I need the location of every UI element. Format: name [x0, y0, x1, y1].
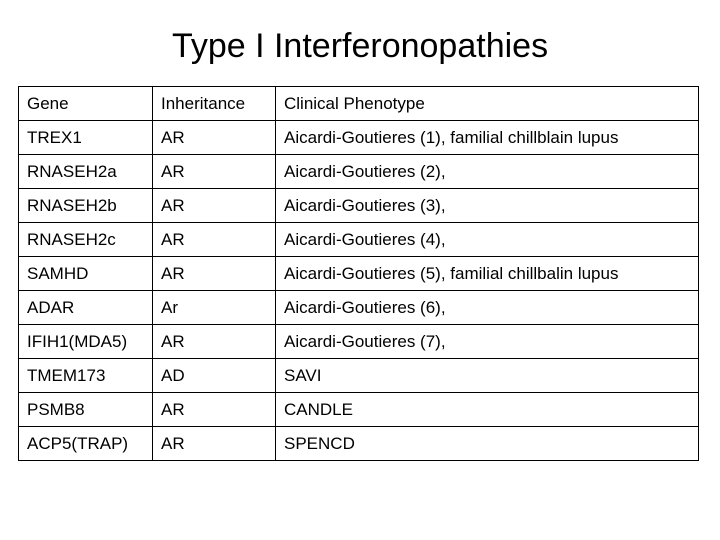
inheritance-cell: AR — [153, 393, 276, 427]
table-row — [19, 291, 699, 325]
header-gene: Gene — [19, 87, 153, 121]
phenotype-cell: SPENCD — [276, 427, 699, 461]
gene-cell: PSMB8 — [19, 393, 153, 427]
gene-cell: ACP5(TRAP) — [19, 427, 153, 461]
table-row — [19, 257, 699, 291]
inheritance-cell: AR — [153, 121, 276, 155]
table-row — [19, 189, 699, 223]
phenotype-cell: SAVI — [276, 359, 699, 393]
inheritance-cell: AR — [153, 325, 276, 359]
slide-title: Type I Interferonopathies — [171, 27, 549, 65]
gene-cell: TREX1 — [19, 121, 153, 155]
gene-cell: RNASEH2b — [19, 189, 153, 223]
inheritance-cell: AR — [153, 223, 276, 257]
header-inheritance: Inheritance — [153, 87, 276, 121]
inheritance-cell: AR — [153, 427, 276, 461]
inheritance-cell: AR — [153, 155, 276, 189]
phenotype-cell: Aicardi-Goutieres (1), familial chillblain lupus — [276, 121, 699, 155]
inheritance-cell: AR — [153, 189, 276, 223]
gene-cell: IFIH1(MDA5) — [19, 325, 153, 359]
phenotype-cell: Aicardi-Goutieres (5), familial chillbalin lupus — [276, 257, 699, 291]
phenotype-cell: Aicardi-Goutieres (7), — [276, 325, 699, 359]
phenotype-cell: Aicardi-Goutieres (6), — [276, 291, 699, 325]
phenotype-cell: Aicardi-Goutieres (3), — [276, 189, 699, 223]
gene-cell: ADAR — [19, 291, 153, 325]
table-row — [19, 121, 699, 155]
table-row — [19, 427, 699, 461]
gene-cell: RNASEH2c — [19, 223, 153, 257]
phenotype-cell: CANDLE — [276, 393, 699, 427]
table-row — [19, 393, 699, 427]
gene-cell: SAMHD — [19, 257, 153, 291]
phenotype-cell: Aicardi-Goutieres (4), — [276, 223, 699, 257]
gene-cell: TMEM173 — [19, 359, 153, 393]
phenotype-cell: Aicardi-Goutieres (2), — [276, 155, 699, 189]
table-header-row — [19, 87, 699, 121]
table-row — [19, 359, 699, 393]
inheritance-cell: AR — [153, 257, 276, 291]
header-clinical-phenotype: Clinical Phenotype — [276, 87, 699, 121]
inheritance-cell: AD — [153, 359, 276, 393]
interferonopathies-table — [18, 86, 699, 461]
gene-cell: RNASEH2a — [19, 155, 153, 189]
table-row — [19, 155, 699, 189]
table-row — [19, 325, 699, 359]
table-row — [19, 223, 699, 257]
inheritance-cell: Ar — [153, 291, 276, 325]
